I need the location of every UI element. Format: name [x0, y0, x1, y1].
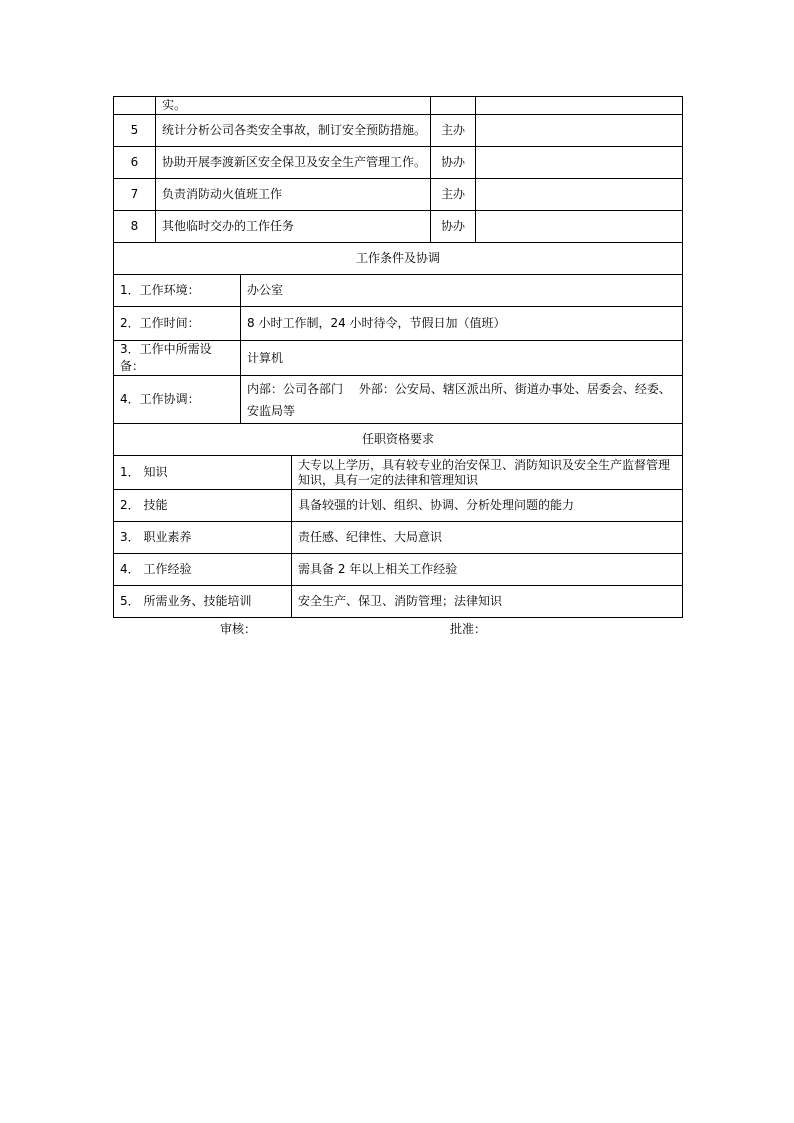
table-row — [114, 211, 683, 243]
table-row — [114, 341, 683, 376]
condition-label: 3．工作中所需设备： — [114, 341, 241, 376]
condition-value: 办公室 — [241, 275, 683, 307]
job-description-document — [113, 96, 682, 618]
table-row — [114, 554, 683, 586]
duty-content: 实。 — [156, 97, 431, 115]
qualification-label: 2． 技能 — [114, 490, 292, 522]
qualification-value: 大专以上学历，具有较专业的治安保卫、消防知识及安全生产监督管理知识，具有一定的法律和管理知识 — [292, 456, 683, 490]
qualification-value: 安全生产、保卫、消防管理；法律知识 — [292, 586, 683, 618]
condition-value: 8 小时工作制，24 小时待令，节假日加（值班） — [241, 307, 683, 341]
duty-number: 7 — [114, 179, 156, 211]
duty-number: 5 — [114, 115, 156, 147]
duty-number — [114, 97, 156, 115]
duties-table — [113, 96, 683, 243]
table-row — [114, 147, 683, 179]
qualification-value: 需具备 2 年以上相关工作经验 — [292, 554, 683, 586]
table-row — [114, 522, 683, 554]
approve-label: 批准： — [450, 622, 487, 636]
duty-note — [476, 211, 683, 243]
work-conditions-title: 工作条件及协调 — [114, 243, 683, 275]
duty-note — [476, 97, 683, 115]
duty-content: 协助开展李渡新区安全保卫及安全生产管理工作。 — [156, 147, 431, 179]
qualification-label: 4． 工作经验 — [114, 554, 292, 586]
table-row — [114, 586, 683, 618]
condition-label: 1．工作环境： — [114, 275, 241, 307]
duty-content: 负责消防动火值班工作 — [156, 179, 431, 211]
duty-note — [476, 179, 683, 211]
condition-label: 4．工作协调： — [114, 376, 241, 424]
section-header — [114, 424, 683, 456]
qualification-value: 具备较强的计划、组织、协调、分析处理问题的能力 — [292, 490, 683, 522]
duty-role — [431, 97, 476, 115]
table-row — [114, 490, 683, 522]
review-label: 审核： — [220, 622, 257, 636]
duty-note — [476, 147, 683, 179]
condition-value: 计算机 — [241, 341, 683, 376]
qualification-label: 3． 职业素养 — [114, 522, 292, 554]
duty-number: 6 — [114, 147, 156, 179]
qualification-label: 5． 所需业务、技能培训 — [114, 586, 292, 618]
qualification-label: 1． 知识 — [114, 456, 292, 490]
duty-number: 8 — [114, 211, 156, 243]
table-row — [114, 275, 683, 307]
duty-content: 统计分析公司各类安全事故，制订安全预防措施。 — [156, 115, 431, 147]
condition-value: 内部：公司各部门 外部：公安局、辖区派出所、街道办事处、居委会、经委、安监局等 — [241, 376, 683, 424]
work-conditions-table — [113, 242, 683, 424]
table-row — [114, 179, 683, 211]
section-header — [114, 243, 683, 275]
duty-content: 其他临时交办的工作任务 — [156, 211, 431, 243]
duty-role: 主办 — [431, 179, 476, 211]
table-row — [114, 376, 683, 424]
table-row — [114, 456, 683, 490]
qualifications-table — [113, 423, 683, 618]
condition-label: 2．工作时间： — [114, 307, 241, 341]
duty-role: 协办 — [431, 211, 476, 243]
qualification-value: 责任感、纪律性、大局意识 — [292, 522, 683, 554]
table-row — [114, 307, 683, 341]
qualifications-title: 任职资格要求 — [114, 424, 683, 456]
table-row — [114, 115, 683, 147]
duty-note — [476, 115, 683, 147]
duty-role: 主办 — [431, 115, 476, 147]
duty-role: 协办 — [431, 147, 476, 179]
table-row — [114, 97, 683, 115]
